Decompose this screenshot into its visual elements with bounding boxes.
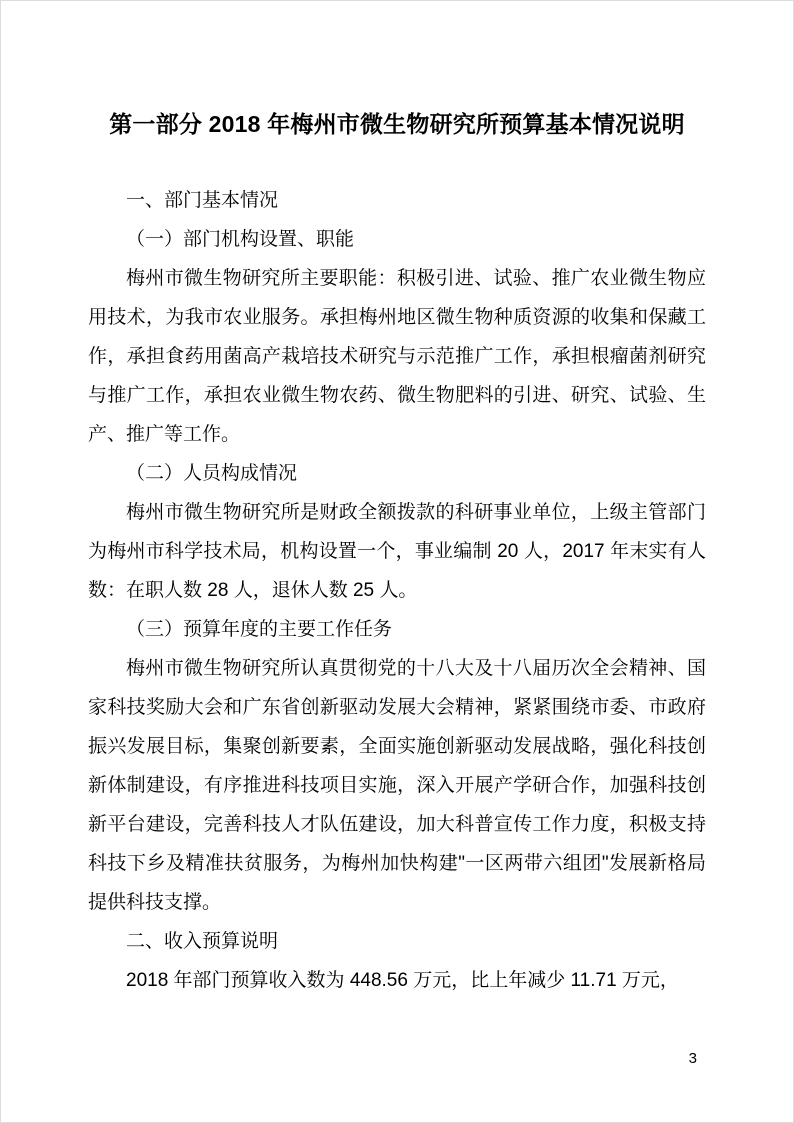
document-title: 第一部分 2018 年梅州市微生物研究所预算基本情况说明 xyxy=(109,111,685,137)
body-paragraph: 梅州市微生物研究所认真贯彻党的十八大及十八届历次全会精神、国家科技奖励大会和广东省创新驱动发展大会精神，紧紧围绕市委、市政府振兴发展目标，集聚创新要素，全面实施创新驱动发展战略，强化科技创新体制建设，有序推进科技项目实施，深入开展产学研合作，加强科技创新平台建设，完善科技人才队伍建设，加大科普宣传工作力度，积极支持科技下乡及精准扶贫服务，为梅州加快构建"一区两带六组团"发展新格局提供科技支撑。 xyxy=(88,658,706,913)
page-number: 3 xyxy=(688,1050,697,1067)
section-heading: （二）人员构成情况 xyxy=(126,463,298,484)
body-paragraph: 梅州市微生物研究所主要职能：积极引进、试验、推广农业微生物应用技术，为我市农业服务。承担梅州地区微生物种质资源的收集和保藏工作，承担食药用菌高产栽培技术研究与示范推广工作，承担根瘤菌剂研究与推广工作，承担农业微生物农药、微生物肥料的引进、研究、试验、生产、推广等工作。 xyxy=(88,268,706,445)
section-heading: 二、收入预算说明 xyxy=(126,931,279,952)
section-heading: （一）部门机构设置、职能 xyxy=(126,229,355,250)
body-paragraph: 2018 年部门预算收入数为 448.56 万元，比上年减少 11.71 万元， xyxy=(126,970,679,991)
section-heading: （三）预算年度的主要工作任务 xyxy=(126,619,393,640)
document-body xyxy=(88,181,706,1000)
body-paragraph: 梅州市微生物研究所是财政全额拨款的科研事业单位，上级主管部门为梅州市科学技术局，机构设置一个，事业编制 20 人，2017 年末实有人数：在职人数 28 人，退休人数 25 人。 xyxy=(88,502,706,601)
section-heading: 一、部门基本情况 xyxy=(126,190,279,211)
